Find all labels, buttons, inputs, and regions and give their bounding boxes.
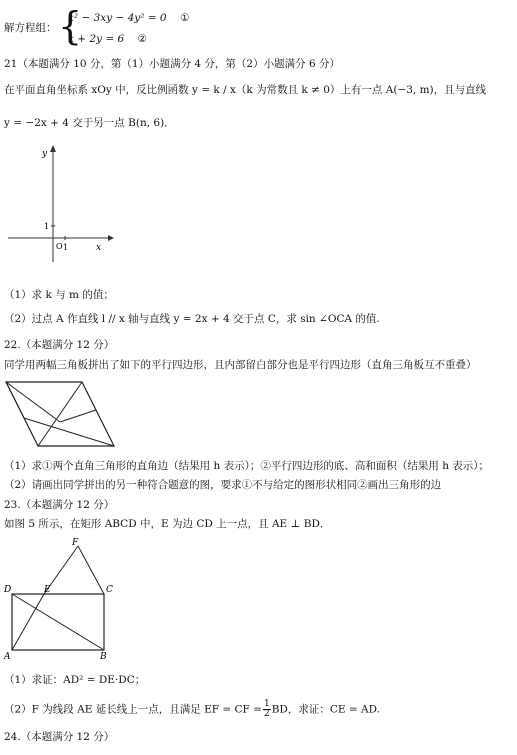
q23-part2-suffix: BD，求证：CE = AD. [271, 703, 380, 716]
q24-header: 24.（本题满分 12 分） [4, 731, 115, 743]
q23-part2 [4, 700, 380, 719]
q21-part1: （1）求 k 与 m 的值； [4, 289, 114, 301]
q22-header: 22.（本题满分 12 分） [4, 339, 115, 351]
equation-2-text: x + 2y = 6 [68, 33, 125, 45]
point-A-label: A [4, 652, 11, 661]
equation-1-mark: ① [179, 12, 190, 24]
q23-header: 23.（本题满分 12 分） [4, 499, 115, 511]
q21-header: 21（本题满分 10 分，第（1）小题满分 4 分，第（2）小题满分 6 分） [4, 58, 340, 70]
axis-x-label: x [96, 243, 102, 253]
q22-stem: 同学用两幅三角板拼出了如下的平行四边形，且内部留白部分也是平行四边形（直角三角板互不重叠） [4, 359, 477, 371]
tick-x-1: 1 [63, 243, 69, 252]
point-F-label: F [72, 538, 79, 548]
q21-stem-line1: 在平面直角坐标系 xOy 中，反比例函数 y = k / x（k 为常数且 k ≠ 0）上有一点 A(−3, m)，且与直线 [4, 84, 487, 96]
q23-stem: 如图 5 所示，在矩形 ABCD 中，E 为边 CD 上一点，且 AE ⊥ BD． [4, 518, 331, 530]
q22-parallelogram-figure [0, 376, 120, 454]
tick-y-1: 1 [44, 222, 50, 231]
q21-coordinate-axes [0, 140, 120, 270]
point-C-label: C [106, 585, 113, 595]
fraction-denominator: 2 [263, 709, 270, 719]
fraction-one-half [263, 700, 271, 719]
axis-y-label: y [42, 149, 48, 159]
q22-part2: （2）请画出同学拼出的另一种符合题意的图，要求①不与给定的图形状相同②画出三角形的边 [4, 479, 442, 491]
q23-rectangle-figure [0, 536, 125, 661]
q23-part1: （1）求证：AD² = DE·DC； [4, 674, 146, 686]
point-B-label: B [100, 652, 107, 661]
equation-2 [68, 33, 147, 45]
equation-1 [68, 12, 189, 24]
equation-1-text: x² − 3xy − 4y² = 0 [68, 12, 167, 24]
equation-2-mark: ② [137, 33, 147, 45]
q22-part1: （1）求①两个直角三角形的直角边（结果用 h 表示）；②平行四边形的底、高和面积（结果用 h 表示）； [4, 460, 490, 472]
system-label: 解方程组： [4, 22, 57, 34]
fraction-numerator: 1 [263, 699, 270, 709]
q21-part2: （2）过点 A 作直线 l // x 轴与直线 y = 2x + 4 交于点 C，求 sin ∠OCA 的值. [4, 313, 380, 325]
point-D-label: D [4, 585, 12, 595]
q23-part2-prefix: （2）F 为线段 AE 延长线上一点，且满足 EF = CF = [4, 703, 262, 716]
system-brace: { [58, 4, 83, 48]
axis-origin-label: O [56, 242, 63, 251]
point-E-label: E [44, 585, 51, 595]
q21-stem-line2: y = −2x + 4 交于另一点 B(n, 6)． [4, 117, 175, 129]
